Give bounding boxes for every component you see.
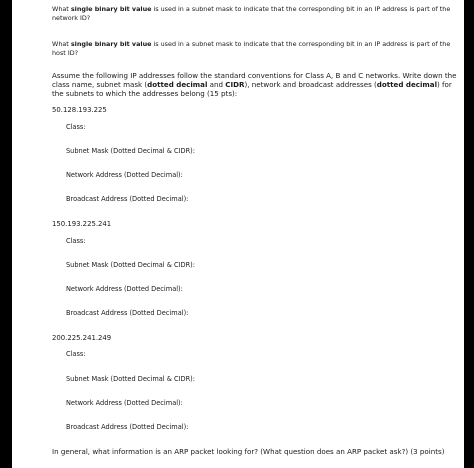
instruction-bold: dotted decimal <box>376 80 438 90</box>
instruction-text: Assume the following IP addresses follow the standard conventions for Class A, B and C networks. Write down the class name, subnet mask ( <box>52 71 457 90</box>
ip-address: 200.225.241.249 <box>52 334 112 342</box>
network-address-label: Network Address (Dotted Decimal): <box>66 399 183 407</box>
network-address-label: Network Address (Dotted Decimal): <box>66 171 183 179</box>
subnet-mask-label: Subnet Mask (Dotted Decimal & CIDR): <box>66 147 195 155</box>
class-label: Class: <box>66 237 86 245</box>
instruction-text: ) for the subnets to which the addresses belong (15 pts): <box>52 80 452 99</box>
broadcast-address-label: Broadcast Address (Dotted Decimal): <box>66 423 189 431</box>
broadcast-address-label: Broadcast Address (Dotted Decimal): <box>66 195 189 203</box>
question-bold-text: single binary bit value <box>70 40 152 48</box>
question-text: is used in a subnet mask to indicate that the corresponding bit in an IP address is part of the network ID? <box>52 5 451 22</box>
question-text: What <box>52 5 71 13</box>
broadcast-address-label: Broadcast Address (Dotted Decimal): <box>66 309 189 317</box>
class-label: Class: <box>66 123 86 131</box>
question-bold-text: single binary bit value <box>70 5 152 13</box>
question-host-bit <box>52 40 452 57</box>
instruction-bold: CIDR <box>225 80 245 90</box>
question-network-bit <box>52 5 452 22</box>
question-text: is used in a subnet mask to indicate that the corresponding bit in an IP address is part of the host ID? <box>52 40 451 57</box>
instruction-text: and <box>207 80 226 90</box>
ip-address: 150.193.225.241 <box>52 220 112 228</box>
ip-address: 50.128.193.225 <box>52 106 107 114</box>
class-label: Class: <box>66 350 86 358</box>
instruction-text: ), network and broadcast addresses ( <box>244 80 377 90</box>
instruction-bold: dotted decimal <box>147 80 208 90</box>
question-text: What <box>52 40 71 48</box>
document-page <box>12 0 464 468</box>
subnet-mask-label: Subnet Mask (Dotted Decimal & CIDR): <box>66 375 195 383</box>
subnet-instructions <box>52 71 457 99</box>
arp-question: In general, what information is an ARP packet looking for? (What question does an ARP packet ask?) (3 points) <box>52 447 445 456</box>
subnet-mask-label: Subnet Mask (Dotted Decimal & CIDR): <box>66 261 195 269</box>
network-address-label: Network Address (Dotted Decimal): <box>66 285 183 293</box>
